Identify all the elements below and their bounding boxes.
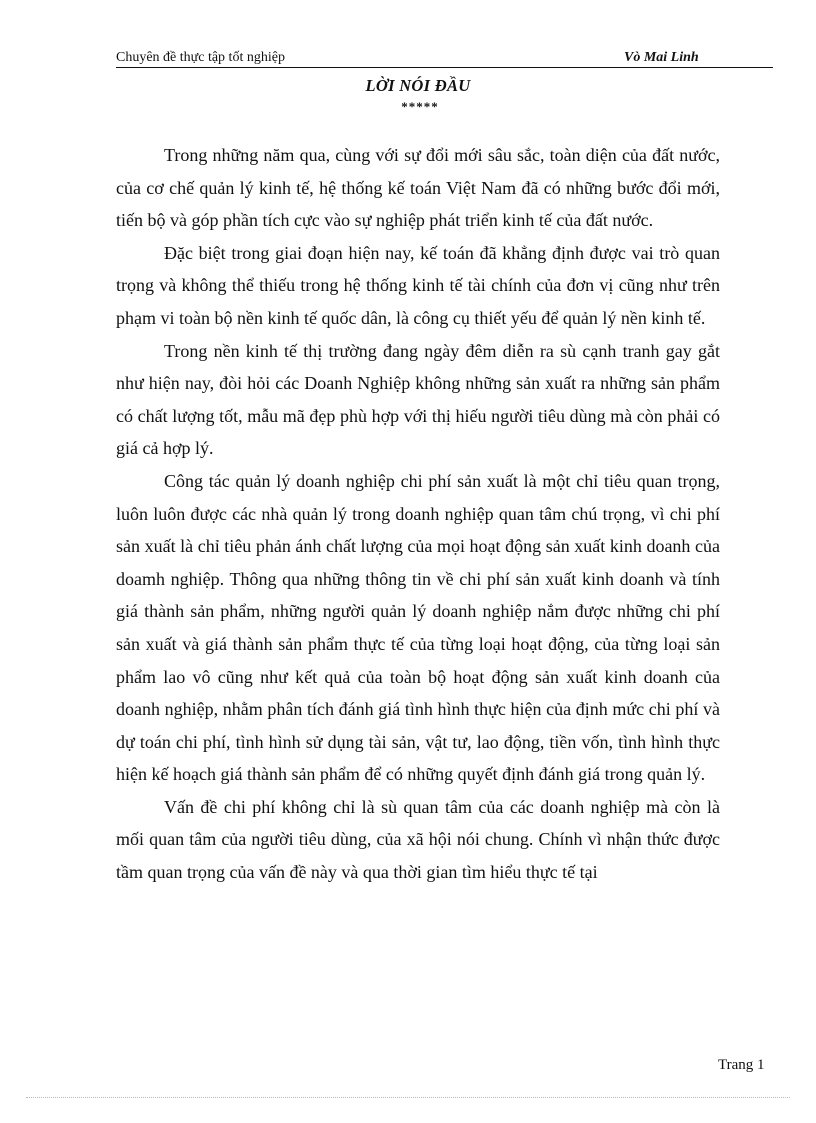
page-header [116,49,773,68]
page-number: Trang 1 [718,1057,765,1073]
header-author: Vò Mai Linh [624,50,699,65]
body-text [116,139,720,889]
header-document-type: Chuyên đề thực tập tốt nghiệp [116,50,285,65]
paragraph-5: Vấn đề chi phí không chỉ là sù quan tâm của các doanh nghiệp mà còn là mối quan tâm của người tiêu dùng, của xã hội nói chung. Chính vì nhận thức được tầm quan trọng của vấn đề này và qua thời gian tìm hiểu thực tế tại [116,796,720,883]
bottom-divider [26,1097,790,1098]
paragraph-2: Đặc biệt trong giai đoạn hiện nay, kế toán đã khẳng định được vai trò quan trọng và không thể thiếu trong hệ thống kinh tế tài chính của đơn vị cũng như trên phạm vi toàn bộ nền kinh tế quốc dân, là công cụ thiết yếu để quản lý nền kinh tế. [116,242,720,328]
document-title: LỜI NÓI ĐẦU [365,76,471,95]
paragraph-1: Trong những năm qua, cùng với sự đổi mới sâu sắc, toàn diện của đất nước, của cơ chế quản lý kinh tế, hệ thống kế toán Việt Nam đã có những bước đổi mới, tiến bộ và góp phần tích cực vào sự nghiệp phát triển kinh tế của đất nước. [116,145,720,231]
paragraph-3: Trong nền kinh tế thị trường đang ngày đêm diễn ra sù cạnh tranh gay gắt như hiện nay, đòi hỏi các Doanh Nghiệp không những sản xuất ra những sản phẩm có chất lượng tốt, mẫu mã đẹp phù hợp với thị hiếu người tiêu dùng mà còn phải có giá cả hợp lý. [116,340,720,459]
title-ornament: ***** [401,99,439,114]
paragraph-4: Công tác quản lý doanh nghiệp chi phí sản xuất là một chỉ tiêu quan trọng, luôn luôn được các nhà quản lý trong doanh nghiệp quan tâm chú trọng, vì chi phí sản xuất là chỉ tiêu phản ánh chất lượng của mọi hoạt động sản xuất kinh doanh của doamh nghiệp. Thông qua những thông tin về chi phí sản xuất kinh doanh và tính giá thành sản phẩm, những người quản lý doanh nghiệp nắm được những chi phí sản xuất và giá thành sản phẩm thực tế của từng loại hoạt động, của từng loại sản phẩm lao vô cũng như kết quả của toàn bộ hoạt động sản xuất kinh doanh của doanh nghiệp, nhằm phân tích đánh giá tình hình thực hiện của định mức chi phí và dự toán chi phí, tình hình sử dụng tài sản, vật tư, lao động, tiền vốn, tình hình thực hiện kế hoạch giá thành sản phẩm để có những quyết định đánh giá trong quản lý. [116,470,720,785]
